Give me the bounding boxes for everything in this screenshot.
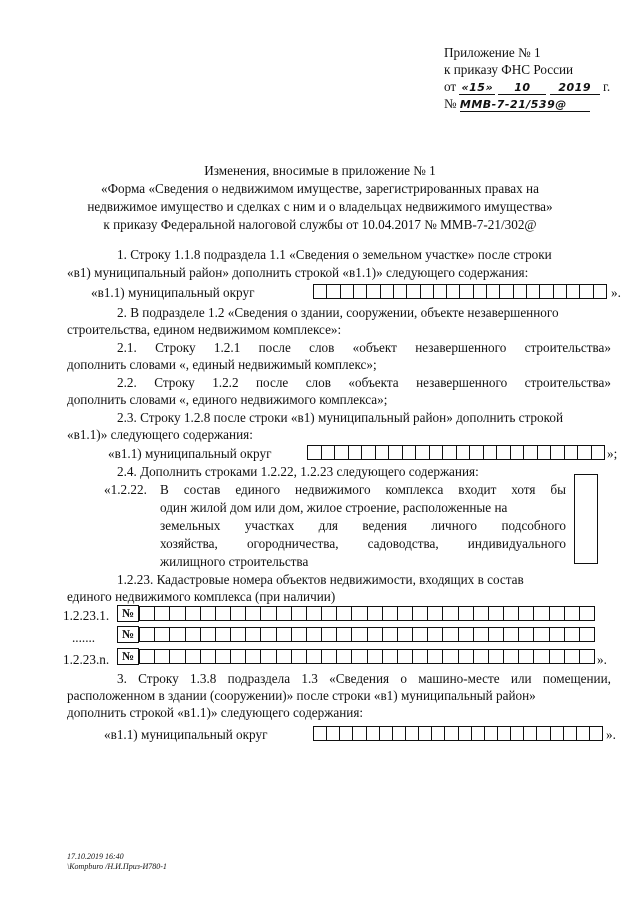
char-cell (565, 650, 580, 663)
order-reference: к приказу ФНС России (444, 62, 574, 77)
char-cell (381, 285, 394, 298)
char-cell (474, 628, 489, 641)
row-1223-ellipsis-number-mark: № (117, 626, 139, 643)
p21-line-1-word: 2.1. (117, 340, 137, 355)
char-cell (337, 650, 352, 663)
row-1222-line-4-word: индивидуального (467, 536, 566, 551)
row-1222-line-2: один жилой дом или дом, жилое строение, расположенные на (160, 500, 508, 515)
row-1222-line-1-word: комплекса (385, 482, 444, 497)
row-1222-line-4 (160, 536, 566, 552)
char-cell (407, 285, 420, 298)
p3-municipal-okrug-cells (313, 726, 603, 741)
char-cell (170, 650, 185, 663)
footer-timestamp: 17.10.2019 16:40 (67, 852, 124, 861)
char-cell (216, 650, 231, 663)
row-1222-line-1-word: единого (235, 482, 281, 497)
p21-line-1 (117, 340, 611, 356)
p21-line-2: дополнить словами «, единый недвижимый комплекс»; (67, 357, 377, 372)
p3-line-1 (117, 671, 611, 687)
char-cell (140, 650, 155, 663)
char-cell (349, 446, 363, 459)
p3-line-3: дополнить строкой «в1.1)» следующего содержания: (67, 705, 364, 720)
char-cell (140, 607, 155, 620)
p22-line-1-word: 1.2.2 (212, 375, 239, 390)
p22-line-1-word: 2.2. (117, 375, 137, 390)
char-cell (393, 727, 406, 740)
p3-line-1-word: Строку (138, 671, 179, 686)
char-cell (398, 650, 413, 663)
char-cell (527, 285, 540, 298)
char-cell (474, 285, 487, 298)
p3-line-1-word: 1.3.8 (190, 671, 217, 686)
char-cell (201, 607, 216, 620)
date-day: «15» (461, 81, 494, 94)
char-cell (335, 446, 349, 459)
p1223-line-2: единого недвижимого комплекса (при наличии) (67, 589, 336, 604)
row-1223-n-label: 1.2.23.n. (63, 652, 110, 667)
char-cell (231, 607, 246, 620)
p23-line-1: 2.3. Строку 1.2.8 после строки «в1) муниципальный район» дополнить строкой (117, 410, 563, 425)
p1-line-1: 1. Строку 1.1.8 подраздела 1.1 «Сведения о земельном участке» после строки (117, 247, 552, 262)
char-cell (383, 628, 398, 641)
row-1222-checkbox (574, 474, 598, 564)
title-line-1: Изменения, вносимые в приложение № 1 (204, 163, 436, 178)
p3-line-1-word: «Сведения (329, 671, 390, 686)
char-cell (140, 628, 155, 641)
char-cell (428, 650, 443, 663)
char-cell (430, 446, 444, 459)
char-cell (564, 727, 577, 740)
p1-field-label: «в1.1) муниципальный округ (91, 285, 255, 300)
p1223-line-1: 1.2.23. Кадастровые номера объектов недвижимости, входящих в состав (117, 572, 524, 587)
char-cell (419, 727, 432, 740)
p1-field-end: ». (611, 285, 621, 300)
p23-line-2: «в1.1)» следующего содержания: (67, 427, 253, 442)
p21-line-1-word: строительства» (524, 340, 611, 355)
char-cell (406, 727, 419, 740)
char-cell (524, 446, 538, 459)
char-cell (398, 607, 413, 620)
p22-line-1-word: «объекта (348, 375, 399, 390)
p22-line-1 (117, 375, 611, 391)
p22-line-1-word: после (255, 375, 289, 390)
char-cell (443, 446, 457, 459)
char-cell (354, 285, 367, 298)
char-cell (474, 607, 489, 620)
p1-line-2: «в1) муниципальный район» дополнить строкой «в1.1)» следующего содержания: (67, 265, 529, 280)
char-cell (327, 727, 340, 740)
char-cell (216, 607, 231, 620)
date-suffix: г. (602, 79, 611, 94)
char-cell (314, 727, 327, 740)
p22-line-1-word: Строку (154, 375, 195, 390)
char-cell (428, 607, 443, 620)
char-cell (201, 628, 216, 641)
char-cell (498, 727, 511, 740)
char-cell (551, 446, 565, 459)
char-cell (246, 650, 261, 663)
row-1222-line-3 (160, 518, 566, 534)
char-cell (416, 446, 430, 459)
char-cell (432, 727, 445, 740)
date-year: 2019 (550, 81, 600, 95)
p23-municipal-okrug-cells (307, 445, 605, 460)
p22-line-2: дополнить словами «, единого недвижимого комплекса»; (67, 392, 388, 407)
char-cell (534, 607, 549, 620)
p23-field-label: «в1.1) муниципальный округ (108, 446, 272, 461)
char-cell (352, 650, 367, 663)
p3-line-1-word: машино-месте (418, 671, 500, 686)
char-cell (434, 285, 447, 298)
char-cell (292, 628, 307, 641)
p3-line-1-word: о (400, 671, 407, 686)
order-number (444, 96, 590, 112)
number-prefix: № (444, 96, 457, 111)
row-1223-ellipsis-label: ....... (72, 630, 96, 645)
char-cell (246, 607, 261, 620)
p2-line-2: строительства, едином недвижимом комплексе»: (67, 322, 342, 337)
row-1223-n-number-mark: № (117, 648, 139, 665)
char-cell (578, 446, 592, 459)
char-cell (277, 650, 292, 663)
char-cell (580, 650, 594, 663)
char-cell (428, 628, 443, 641)
char-cell (592, 446, 605, 459)
row-1222-line-3-word: для (318, 518, 338, 533)
char-cell (447, 285, 460, 298)
char-cell (201, 650, 216, 663)
char-cell (155, 628, 170, 641)
char-cell (445, 727, 458, 740)
char-cell (362, 446, 376, 459)
char-cell (186, 607, 201, 620)
p21-line-1-word: после (258, 340, 291, 355)
char-cell (534, 650, 549, 663)
char-cell (489, 650, 504, 663)
char-cell (474, 650, 489, 663)
row-1222-line-1-word: В (160, 482, 169, 497)
char-cell (551, 727, 564, 740)
char-cell (577, 727, 590, 740)
p21-line-1-word: «объект (352, 340, 397, 355)
char-cell (186, 650, 201, 663)
p24-line-1: 2.4. Дополнить строками 1.2.22, 1.2.23 следующего содержания: (117, 464, 479, 479)
char-cell (485, 727, 498, 740)
char-cell (327, 285, 340, 298)
char-cell (246, 628, 261, 641)
char-cell (352, 628, 367, 641)
char-cell (292, 650, 307, 663)
p3-line-1-word: подраздела (227, 671, 291, 686)
p23-field-end: »; (607, 446, 618, 461)
p21-line-1-word: Строку (155, 340, 196, 355)
char-cell (186, 628, 201, 641)
char-cell (470, 446, 484, 459)
char-cell (459, 628, 474, 641)
row-1222-label: «1.2.22. (104, 482, 147, 497)
char-cell (534, 628, 549, 641)
char-cell (368, 628, 383, 641)
char-cell (389, 446, 403, 459)
char-cell (216, 628, 231, 641)
char-cell (231, 628, 246, 641)
char-cell (337, 628, 352, 641)
char-cell (367, 285, 380, 298)
char-cell (590, 727, 602, 740)
char-cell (307, 628, 322, 641)
char-cell (341, 285, 354, 298)
char-cell (403, 446, 417, 459)
char-cell (537, 727, 550, 740)
row-1223-n-end: ». (597, 652, 607, 667)
char-cell (460, 285, 473, 298)
p3-line-2: расположенном в здании (сооружении)» после строки «в1) муниципальный район» (67, 688, 536, 703)
row-1223-1-label: 1.2.23.1. (63, 608, 110, 623)
char-cell (567, 285, 580, 298)
char-cell (277, 628, 292, 641)
char-cell (550, 607, 565, 620)
char-cell (231, 650, 246, 663)
char-cell (322, 446, 336, 459)
char-cell (261, 607, 276, 620)
number-value: ММВ-7-21/539@ (460, 98, 590, 112)
row-1223-n-cells (139, 649, 595, 664)
row-1222-line-1-word: хотя (511, 482, 536, 497)
char-cell (353, 727, 366, 740)
p22-line-1-word: слов (305, 375, 331, 390)
char-cell (550, 650, 565, 663)
char-cell (504, 628, 519, 641)
char-cell (307, 607, 322, 620)
row-1222-line-1-word: состав (183, 482, 221, 497)
char-cell (489, 628, 504, 641)
p22-line-1-word: незавершенного (416, 375, 508, 390)
char-cell (155, 650, 170, 663)
char-cell (261, 650, 276, 663)
char-cell (340, 727, 353, 740)
row-1222-line-4-word: хозяйства, (160, 536, 218, 551)
title-line-4: к приказу Федеральной налоговой службы от 10.04.2017 № ММВ-7-21/302@ (103, 217, 537, 232)
char-cell (337, 607, 352, 620)
row-1222-line-1-word: входит (458, 482, 497, 497)
char-cell (554, 285, 567, 298)
char-cell (380, 727, 393, 740)
char-cell (376, 446, 390, 459)
char-cell (383, 607, 398, 620)
char-cell (594, 285, 606, 298)
char-cell (519, 628, 534, 641)
char-cell (514, 285, 527, 298)
char-cell (487, 285, 500, 298)
p21-line-1-word: слов (309, 340, 335, 355)
order-date (444, 79, 610, 95)
char-cell (155, 607, 170, 620)
char-cell (413, 607, 428, 620)
char-cell (580, 285, 593, 298)
p3-line-1-word: помещении, (542, 671, 611, 686)
row-1223-1-number-mark: № (117, 605, 139, 622)
appendix-title: Приложение № 1 (444, 45, 541, 60)
char-cell (443, 607, 458, 620)
char-cell (322, 607, 337, 620)
row-1222-line-3-word: личного (431, 518, 478, 533)
char-cell (170, 628, 185, 641)
row-1223-1-cells (139, 606, 595, 621)
p3-line-1-word: 1.3 (301, 671, 318, 686)
char-cell (368, 607, 383, 620)
p21-line-1-word: 1.2.1 (213, 340, 241, 355)
char-cell (565, 628, 580, 641)
char-cell (307, 650, 322, 663)
char-cell (497, 446, 511, 459)
char-cell (459, 727, 472, 740)
char-cell (511, 727, 524, 740)
char-cell (565, 607, 580, 620)
char-cell (322, 628, 337, 641)
char-cell (519, 607, 534, 620)
char-cell (367, 727, 380, 740)
char-cell (459, 607, 474, 620)
char-cell (322, 650, 337, 663)
char-cell (398, 628, 413, 641)
char-cell (314, 285, 327, 298)
title-line-2: «Форма «Сведения о недвижимом имуществе, зарегистрированных правах на (101, 181, 539, 196)
char-cell (459, 650, 474, 663)
char-cell (580, 607, 594, 620)
char-cell (292, 607, 307, 620)
char-cell (368, 650, 383, 663)
char-cell (413, 650, 428, 663)
char-cell (383, 650, 398, 663)
char-cell (519, 650, 534, 663)
char-cell (413, 628, 428, 641)
char-cell (277, 607, 292, 620)
char-cell (500, 285, 513, 298)
p3-field-label: «в1.1) муниципальный округ (104, 727, 268, 742)
char-cell (540, 285, 553, 298)
char-cell (504, 650, 519, 663)
char-cell (489, 607, 504, 620)
char-cell (457, 446, 471, 459)
p3-line-1-word: 3. (117, 671, 127, 686)
char-cell (261, 628, 276, 641)
char-cell (308, 446, 322, 459)
p21-line-1-word: незавершенного (415, 340, 507, 355)
char-cell (504, 607, 519, 620)
p3-line-1-word: или (510, 671, 532, 686)
row-1222-line-3-word: земельных (160, 518, 221, 533)
row-1222-line-1 (160, 482, 566, 498)
char-cell (511, 446, 525, 459)
char-cell (421, 285, 434, 298)
char-cell (394, 285, 407, 298)
row-1222-line-1-word: бы (550, 482, 566, 497)
row-1222-line-3-word: ведения (362, 518, 407, 533)
char-cell (170, 607, 185, 620)
row-1222-line-4-word: огородничества, (246, 536, 339, 551)
row-1222-line-5: жилищного строительства (160, 554, 309, 569)
row-1223-ellipsis-cells (139, 627, 595, 642)
row-1222-line-3-word: участках (244, 518, 295, 533)
char-cell (580, 628, 594, 641)
row-1222-line-1-word: недвижимого (295, 482, 371, 497)
date-prefix: от (444, 79, 457, 94)
char-cell (550, 628, 565, 641)
char-cell (484, 446, 498, 459)
date-month: 10 (498, 81, 546, 95)
char-cell (472, 727, 485, 740)
p1-municipal-okrug-cells (313, 284, 607, 299)
row-1222-line-3-word: подсобного (501, 518, 566, 533)
char-cell (352, 607, 367, 620)
char-cell (538, 446, 552, 459)
p3-field-end: ». (606, 727, 616, 742)
row-1222-line-4-word: садоводства, (367, 536, 439, 551)
footer-path: \Kompburo /Н.И.Приз-И780-1 (67, 862, 167, 871)
char-cell (524, 727, 537, 740)
title-line-3: недвижимое имущество и сделках с ним и о владельцах недвижимого имущества» (87, 199, 553, 214)
p2-line-1: 2. В подразделе 1.2 «Сведения о здании, сооружении, объекте незавершенного (117, 305, 559, 320)
p22-line-1-word: строительства» (524, 375, 611, 390)
char-cell (443, 628, 458, 641)
char-cell (443, 650, 458, 663)
char-cell (565, 446, 579, 459)
